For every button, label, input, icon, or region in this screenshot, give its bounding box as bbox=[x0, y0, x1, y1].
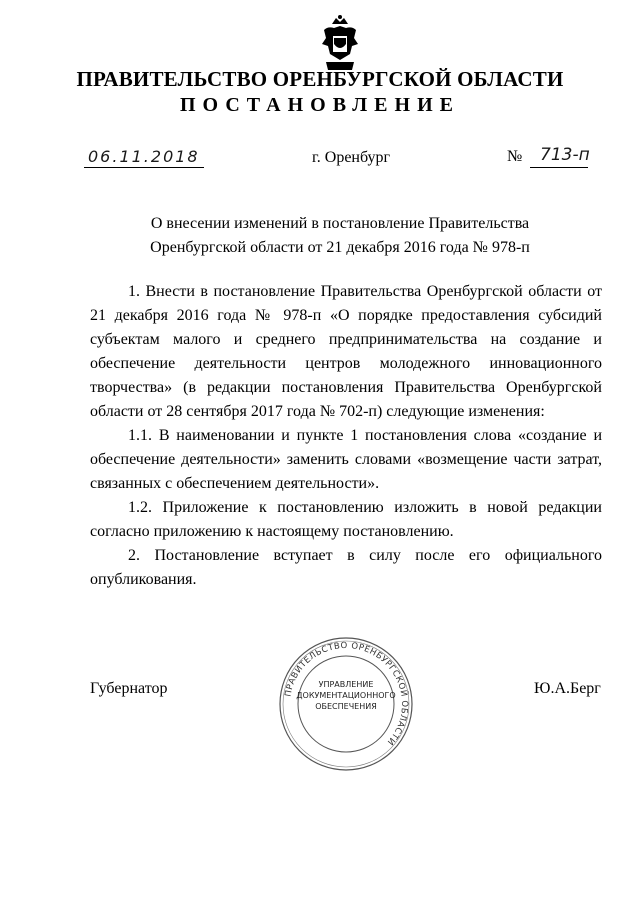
official-seal bbox=[276, 634, 416, 774]
signatory-position: Губернатор bbox=[90, 680, 168, 697]
paragraph-1: 1. Внести в постановление Правительства Оренбургской области от 21 декабря 2016 года № 978-п «О порядке предоставления субсидий субъектам малого и среднего предпринимательства на создание и обеспечение деятельности центров молодежного инновационного творчества» (в редакции постановления Правительства Оренбургской области от 28 сентября 2017 года № 702-п) следующие изменения: bbox=[90, 283, 602, 420]
title-line-2: Оренбургской области от 21 декабря 2016 года № 978-п bbox=[150, 239, 530, 256]
seal-line-1: УПРАВЛЕНИЕ bbox=[318, 680, 374, 689]
paragraph-2: 2. Постановление вступает в силу после его официального опубликования. bbox=[90, 547, 602, 588]
paragraph-1-1: 1.1. В наименовании и пункте 1 постановления слова «создание и обеспечение деятельности» заменить словами «возмещение части затрат, связанных с обеспечением деятельности». bbox=[90, 427, 602, 492]
document-title bbox=[150, 212, 530, 260]
number-label: № bbox=[507, 148, 523, 165]
coat-of-arms-icon bbox=[318, 14, 362, 72]
seal-center-text bbox=[276, 679, 416, 712]
date-underline bbox=[84, 167, 204, 168]
paragraph-1-2: 1.2. Приложение к постановлению изложить в новой редакции согласно приложению к настоящему постановлению. bbox=[90, 499, 602, 540]
signatory-name: Ю.А.Берг bbox=[534, 680, 601, 697]
document-body bbox=[90, 280, 602, 592]
number-underline bbox=[530, 167, 588, 168]
seal-ring-text: ПРАВИТЕЛЬСТВО ОРЕНБУРГСКОЙ ОБЛАСТИ bbox=[283, 640, 410, 747]
document-type: ПОСТАНОВЛЕНИЕ bbox=[180, 94, 460, 116]
document-date: 06.11.2018 bbox=[88, 147, 200, 166]
title-line-1: О внесении изменений в постановление Правительства bbox=[150, 215, 530, 232]
seal-line-3: ОБЕСПЕЧЕНИЯ bbox=[315, 702, 377, 711]
document-city: г. Оренбург bbox=[312, 149, 391, 166]
organization-name: ПРАВИТЕЛЬСТВО ОРЕНБУРГСКОЙ ОБЛАСТИ bbox=[76, 67, 564, 91]
document-number: 713-п bbox=[540, 145, 590, 165]
seal-line-2: ДОКУМЕНТАЦИОННОГО bbox=[296, 691, 396, 700]
